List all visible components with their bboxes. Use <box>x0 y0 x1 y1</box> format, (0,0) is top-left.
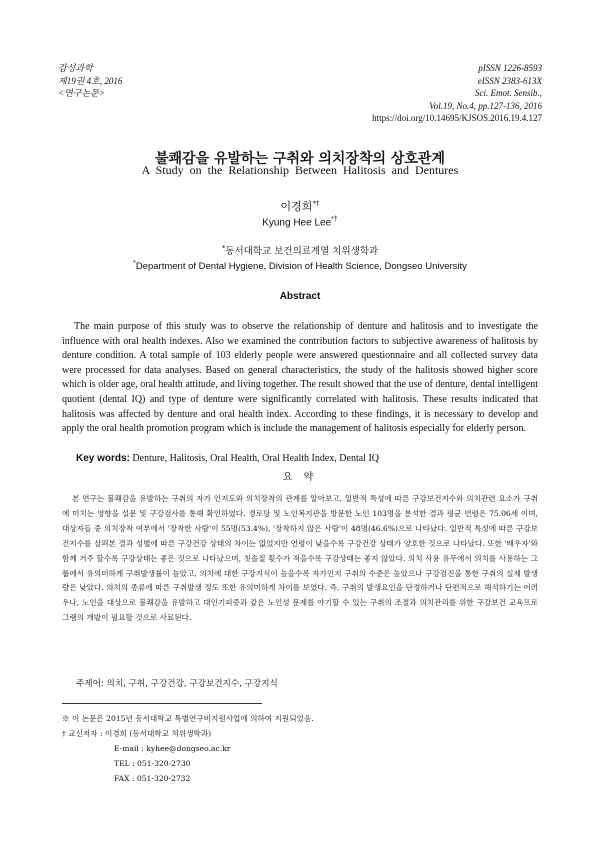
journal-header-right <box>372 62 542 125</box>
footnotes <box>62 711 314 786</box>
korean-keywords-label: 주제어: <box>76 679 104 689</box>
footnote-rule <box>62 703 262 704</box>
author-name-ko: 이경희 <box>280 200 313 213</box>
journal-volume: 제19권 4호, 2016 <box>58 75 123 86</box>
korean-abstract-body: 본 연구는 불쾌감을 유발하는 구취의 자가 인지도와 의치장착의 관계를 알아보고, 일반적 특성에 따른 구강보건지수와 의치관련 요소가 구취에 미치는 영향을 설문 및 구강검사를 통해 확인하였다. 경로당 및 노인복지관을 방문한 노인 103명을 분석한 결과 평균 연령은 75.06세 이며, 대상자들 중 의치장착 여부에서 '장착한 사람'이 55명(53.4%), '장착하지 않은 사람'이 48명(46.6%)으로 나타났다. 일반적 특성에 따른 구강보건지수를 살펴본 결과 성별에 따른 구강건강 상태의 차이는 없었지만 연령이 낮을수록 구강건강 상태가 양호한 것으로 나타났다. 또한 '배우자'와 함께 거주 할수록 구강상태는 좋은 것으로 나타났으며, 칫솔질 횟수가 적을수록 구강상태는 좋지 않았다. 의치 사용 유무에서 의치를 사용하는 그룹에서 유의미하게 구취발생률이 높았고, 의치에 대한 구강지식이 높을수록 자가인지 구취의 수준은 높았으나 구강검진을 통한 구취의 실제 발생량은 낮았다. 의치의 종류에 따른 구취발생 정도 또한 유의미하게 차이를 보였다. 즉, 구취의 발생요인을 단정하거나 단편적으로 해석하기는 어려우나, 노인을 대상으로 불쾌감을 유발하고 대인기피증과 같은 노인성 문제를 야기할 수 있는 구취의 조절과 의치관리를 위한 구강보건 교육프로그램의 개발이 필요할 것으로 사료된다. <box>62 494 538 623</box>
title-korean: 불쾌감을 유발하는 구취와 의치장착의 상호관계 <box>155 151 445 167</box>
keywords <box>76 453 379 464</box>
korean-keywords-text: 의치, 구취, 구강건강, 구강보건지수, 구강지식 <box>106 679 278 689</box>
abstract-heading: Abstract <box>279 291 321 302</box>
korean-abstract-heading: 요 약 <box>282 472 318 483</box>
affiliation-english <box>0 260 600 272</box>
affiliation-mark: * <box>221 243 226 252</box>
article-type: <연구논문> <box>58 88 105 98</box>
title-english: A Study on the Relationship Between Halitosis and Dentures <box>141 163 459 177</box>
author-mark-en: *† <box>331 216 338 223</box>
affiliation-en-text: Department of Dental Hygiene, Division of Health Science, Dongseo University <box>135 261 467 273</box>
keywords-text: Denture, Halitosis, Oral Health, Oral Health Index, Dental IQ <box>132 453 379 464</box>
affiliation-ko-text: 동서대학교 보건의료계열 치위생학과 <box>225 246 379 257</box>
abstract-body: The main purpose of this study was to observe the relationship of denture and halitosis and to investigate the influence with oral health indexes. Also we examined the contribution factors to subjective awareness of halitosis by denture condition. A total sample of 103 elderly people were answered questionnaire and all collected survey data were processed for data analyses. Based on general characteristics, the study of the halitosis showed higher score which is older age, oral health attitude, and living together. The result showed that the use of denture, dental intelligent quotient (dental IQ) and type of denture were significantly correlated with halitosis. These results indicated that halitosis was affected by denture and oral health index. According to these findings, it is necessary to develop and apply the oral health promotion program which is include the management of halitosis especially for elderly person. <box>62 321 538 435</box>
eissn: eISSN 2383-613X <box>477 75 542 86</box>
author-mark: *† <box>312 199 320 208</box>
journal-abbrev: Sci. Emot. Sensib., <box>475 88 542 98</box>
affiliation-mark-en: * <box>133 260 136 267</box>
fax-note: FAX : 051-320-2732 <box>114 774 191 783</box>
author-name-en: Kyung Hee Lee <box>262 217 332 229</box>
doi-link[interactable]: https://doi.org/10.14695/KJSOS.2016.19.4.127 <box>372 113 542 123</box>
journal-name: 감성과학 <box>58 63 93 73</box>
author-korean <box>0 198 600 214</box>
pissn: pISSN 1226-8593 <box>478 63 542 73</box>
author-english <box>0 216 600 228</box>
funding-note: ※ 이 논문은 2015년 동서대학교 특별연구비지원사업에 의하여 지원되었음. <box>62 714 314 723</box>
affiliation-korean <box>0 243 600 257</box>
volume-pages: Vol.19, No.4, pp.127-136, 2016 <box>429 100 542 111</box>
email-note[interactable]: E-mail : kyhee@dongseo.ac.kr <box>114 744 231 753</box>
keywords-label: Key words: <box>76 453 130 464</box>
corresponding-author-note: † 교신저자 : 이경희 (동서대학교 치위생학과) <box>62 729 212 738</box>
journal-header-left <box>58 62 122 100</box>
tel-note: TEL : 051-320-2730 <box>114 759 191 768</box>
korean-keywords <box>76 677 278 689</box>
